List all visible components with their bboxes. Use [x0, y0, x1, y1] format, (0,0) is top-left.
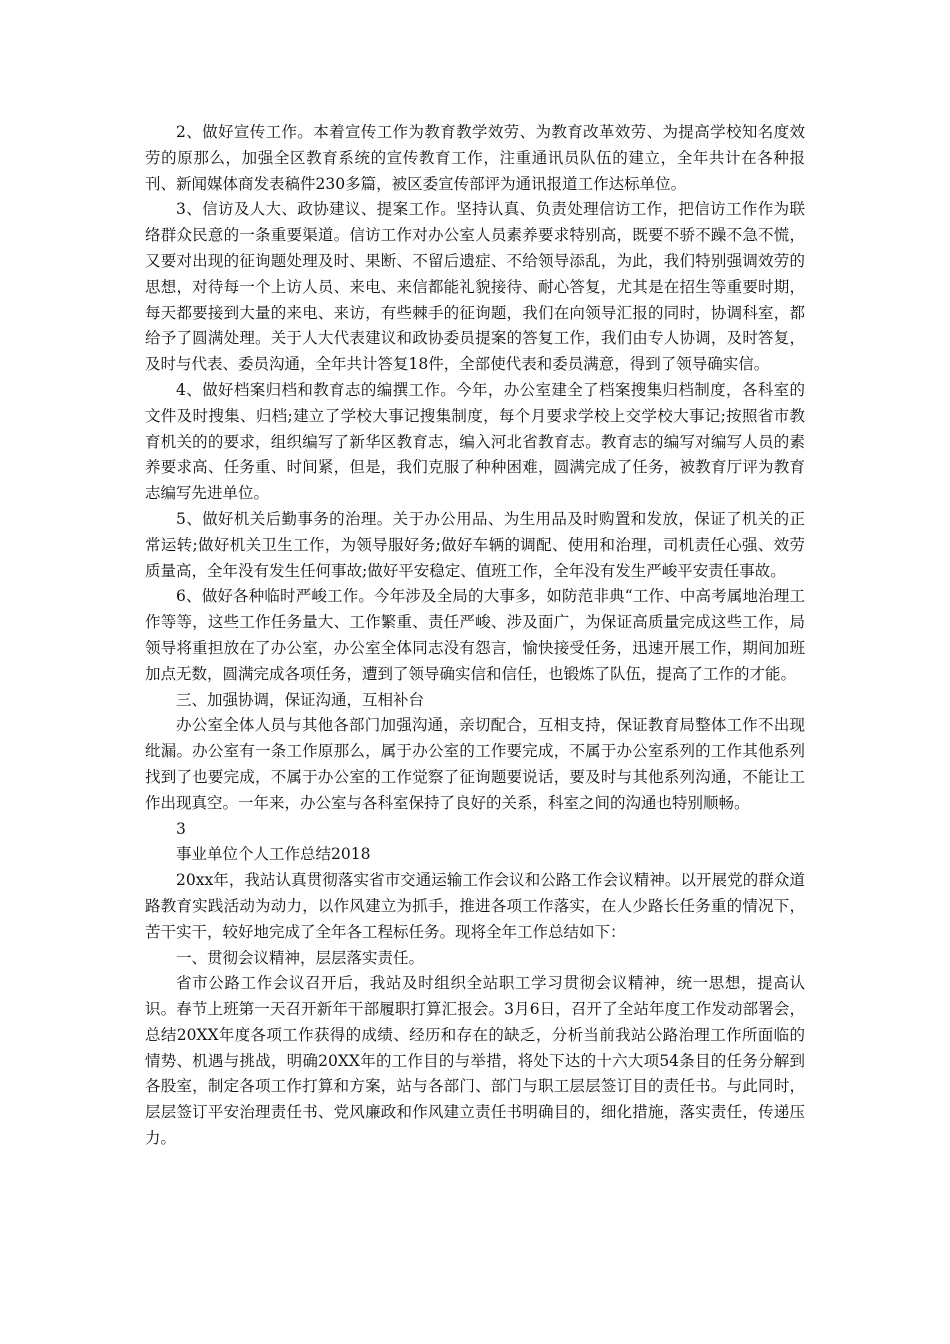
paragraph-coordination: 办公室全体人员与其他各部门加强沟通，亲切配合，互相支持，保证教育局整体工作不出现纰漏。办公室有一条工作原那么，属于办公室的工作要完成，不属于办公室系列的工作其他系列找到了也要完成，不属于办公室的工作觉察了征询题要说话，要及时与其他系列沟通，不能让工作出现真空。一年来，办公室与各科室保持了良好的关系，科室之间的沟通也特别顺畅。: [145, 716, 805, 812]
page-number-marker: 3: [176, 819, 186, 838]
paragraph-publicity: 2、做好宣传工作。本着宣传工作为教育教学效劳、为教育改革效劳、为提高学校知名度效劳的原那么，加强全区教育系统的宣传教育工作，注重通讯员队伍的建立，全年共计在各种报刊、新闻媒体商发表稿件230多篇，被区委宣传部评为通讯报道工作达标单位。: [145, 123, 805, 193]
paragraph-temporary-work: 6、做好各种临时严峻工作。今年涉及全局的大事多，如防范非典“工作、中高考属地治理工作等等，这些工作任务量大、工作繁重、责任严峻、涉及面广，为保证高质量完成这些工作，局领导将重担放在了办公室，办公室全体同志没有怨言，愉快接受任务，迅速开展工作，期间加班加点无数，圆满完成各项任务，遭到了领导确实信和信任，也锻炼了队伍，提高了工作的才能。: [145, 587, 805, 683]
paragraph-petition: 3、信访及人大、政协建议、提案工作。坚持认真、负责处理信访工作，把信访工作作为联络群众民意的一条重要渠道。信访工作对办公室人员素养要求特别高，既要不骄不躁不急不慌，又要对出现的征询题处理及时、果断、不留后遗症、不给领导添乱，为此，我们特别强调效劳的思想，对待每一个上访人员、来电、来信都能礼貌接待、耐心答复，尤其是在招生等重要时期，每天都要接到大量的来电、来访，有些棘手的征询题，我们在向领导汇报的同时，协调科室，都给予了圆满处理。关于人大代表建议和政协委员提案的答复工作，我们由专人协调，及时答复，及时与代表、委员沟通，全年共计答复18件，全部使代表和委员满意，得到了领导确实信。: [145, 200, 805, 374]
paragraph-archives: 4、做好档案归档和教育志的编撰工作。今年，办公室建全了档案搜集归档制度，各科室的文件及时搜集、归档;建立了学校大事记搜集制度，每个月要求学校上交学校大事记;按照省市教育机关的的要求，组织编写了新华区教育志，编入河北省教育志。教育志的编写对编写人员的素养要求高、任务重、时间紧，但是，我们克服了种种困难，圆满完成了任务，被教育厅评为教育志编写先进单位。: [145, 380, 805, 503]
paragraph-meeting: 省市公路工作会议召开后，我站及时组织全站职工学习贯彻会议精神，统一思想，提高认识。春节上班第一天召开新年干部履职打算汇报会。3月6日，召开了全站年度工作发动部署会，总结20XX年度各项工作获得的成绩、经历和存在的缺乏，分析当前我站公路治理工作所面临的情势、机遇与挑战，明确20XX年的工作目的与举措，将处下达的十六大项54条目的任务分解到各股室，制定各项工作打算和方案，站与各部门、部门与职工层层签订目的责任书。与此同时，层层签订平安治理责任书、党风廉政和作风建立责任书明确目的，细化措施，落实责任，传递压力。: [145, 974, 805, 1148]
document-body: [145, 120, 805, 1152]
paragraph-intro: 20xx年，我站认真贯彻落实省市交通运输工作会议和公路工作会议精神。以开展党的群众道路教育实践活动为动力，以作风建立为抓手，推进各项工作落实，在人少路长任务重的情况下，苦干实干，较好地完成了全年各工程标任务。现将全年工作总结如下：: [145, 871, 805, 941]
section-heading-meeting: 一、贯彻会议精神，层层落实责任。: [176, 948, 425, 967]
document-title: 事业单位个人工作总结2018: [176, 845, 371, 864]
paragraph-logistics: 5、做好机关后勤事务的治理。关于办公用品、为生用品及时购置和发放，保证了机关的正常运转;做好机关卫生工作，为领导服好务;做好车辆的调配、使用和治理，司机责任心强、效劳质量高，全年没有发生任何事故;做好平安稳定、值班工作，全年没有发生严峻平安责任事故。: [145, 509, 805, 580]
section-heading-coordination: 三、加强协调，保证沟通，互相补台: [176, 690, 425, 709]
